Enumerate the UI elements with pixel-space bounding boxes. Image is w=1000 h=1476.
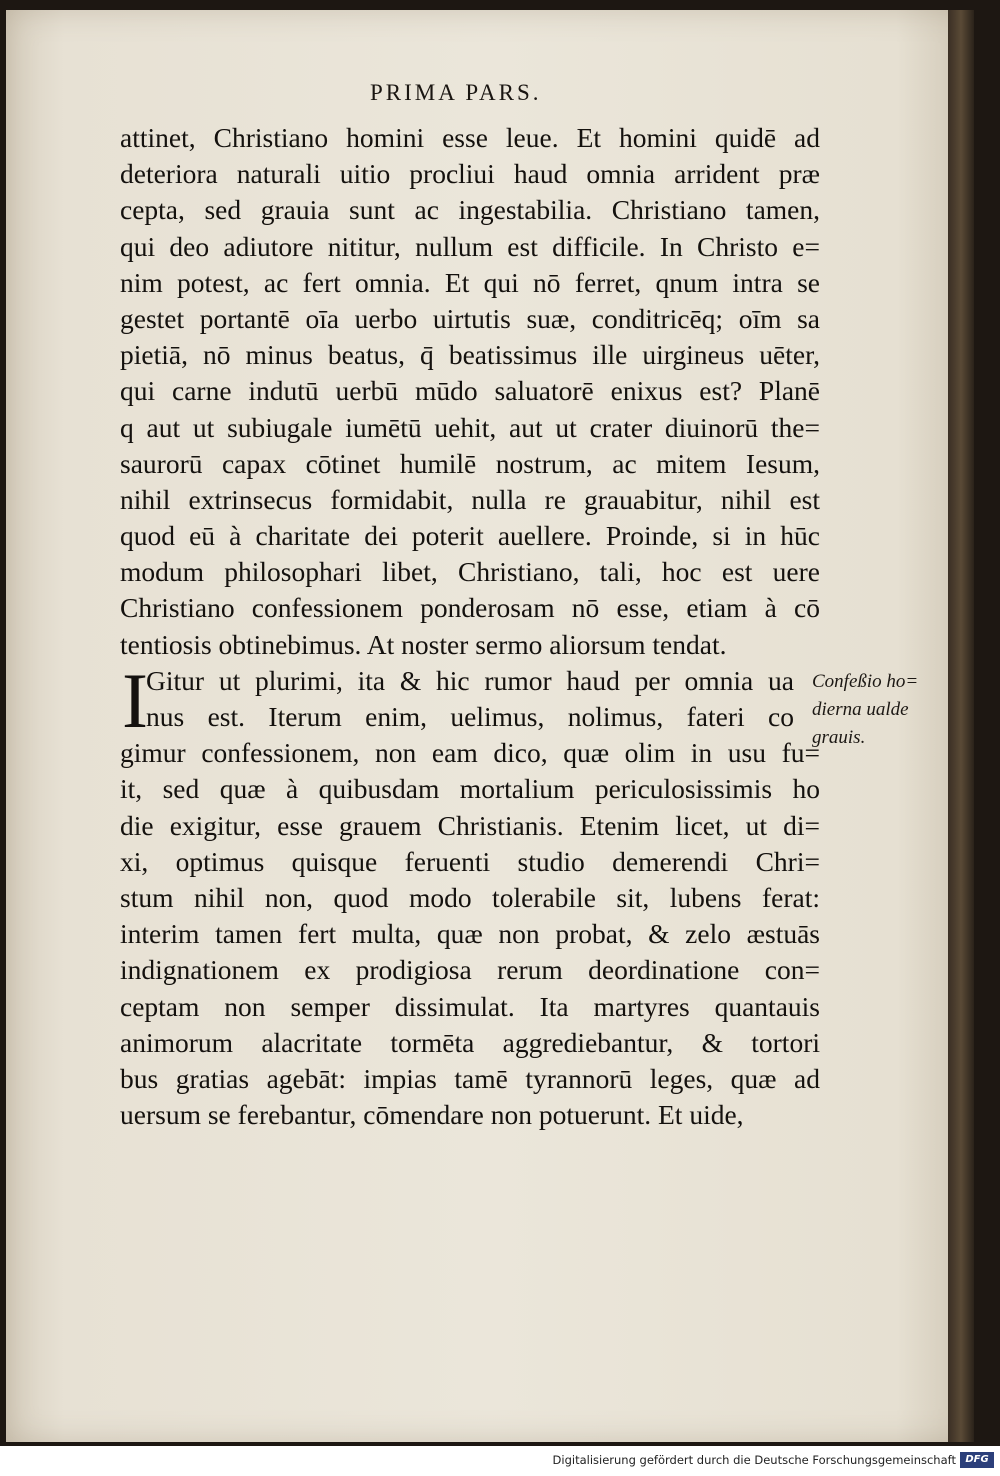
drop-initial: I (122, 657, 148, 744)
text-line: quod eū à charitate dei poterit auellere. Proinde, si in hūc (120, 520, 820, 552)
text-line: nim potest, ac fert omnia. Et qui nō ferret, qnum intra se (120, 266, 820, 298)
marginal-note-line: Confeßio ho= (812, 671, 919, 692)
text-line: nus est. Iterum enim, uelimus, nolimus, fateri co (146, 701, 794, 732)
marginal-note-line: grauis. (812, 727, 866, 748)
text-line: bus gratias agebāt: impias tamē tyrannorū leges, quæ ad (120, 1062, 820, 1094)
text-line: stum nihil non, quod modo tolerabile sit, lubens ferat: (120, 881, 820, 913)
footer-bar (0, 1448, 1000, 1476)
running-head: PRIMA PARS. (370, 80, 542, 105)
text-line: q aut ut subiugale iumētū uehit, aut ut crater diuinorū the= (120, 411, 820, 443)
marginal-note-line: dierna ualde (812, 699, 909, 720)
text-line: it, sed quæ à quibusdam mortalium periculosissimis ho (120, 773, 820, 805)
body-text (120, 120, 820, 1133)
text-line: Christiano confessionem ponderosam nō esse, etiam à cō (120, 592, 820, 624)
text-line: xi, optimus quisque feruenti studio demerendi Chri= (120, 845, 820, 877)
text-line: die exigitur, esse grauem Christianis. Etenim licet, ut di= (120, 809, 820, 841)
text-line: indignationem ex prodigiosa rerum deordinatione con= (120, 954, 820, 986)
text-line: qui deo adiutore nititur, nullum est difficile. In Christo e= (120, 230, 820, 262)
text-line: animorum alacritate tormēta aggrediebantur, & tortori (120, 1026, 820, 1058)
text-line: gimur confessionem, non eam dico, quæ olim in usu fu= (120, 737, 820, 769)
funding-credit: Digitalisierung gefördert durch die Deutsche Forschungsgemeinschaft (552, 1453, 956, 1467)
text-line: tentiosis obtinebimus. At noster sermo aliorsum tendat. (120, 628, 727, 660)
text-line: pietiā, nō minus beatus, q̄ beatissimus ille uirgineus uēter, (120, 339, 820, 371)
text-line: nihil extrinsecus formidabit, nulla re grauabitur, nihil est (120, 483, 820, 515)
text-line: ceptam non semper dissimulat. Ita martyres quantauis (120, 990, 820, 1022)
marginal-note (812, 668, 918, 752)
text-line: uersum se ferebantur, cōmendare non potuerunt. Et uide, (120, 1099, 744, 1131)
text-line: cepta, sed grauia sunt ac ingestabilia. Christiano tamen, (120, 194, 820, 226)
text-line: deteriora naturali uitio procliui haud omnia arrident præ (120, 158, 820, 190)
text-line: gestet portantē oīa uerbo uirtutis suæ, conditricēq; oīm sa (120, 302, 820, 334)
text-line: saurorū capax cōtinet humilē nostrum, ac mitem Iesum, (120, 447, 820, 479)
text-line: qui carne indutū uerbū mūdo saluatorē enixus est? Planē (120, 375, 820, 407)
text-line: attinet, Christiano homini esse leue. Et homini quidē ad (120, 122, 820, 153)
text-line: modum philosophari libet, Christiano, tali, hoc est uere (120, 556, 820, 588)
dfg-logo: DFG (960, 1452, 994, 1468)
text-line: interim tamen fert multa, quæ non probat, & zelo æstuās (120, 918, 820, 950)
text-line: Gitur ut plurimi, ita & hic rumor haud per omnia ua (146, 664, 794, 696)
page-edge (948, 10, 974, 1442)
